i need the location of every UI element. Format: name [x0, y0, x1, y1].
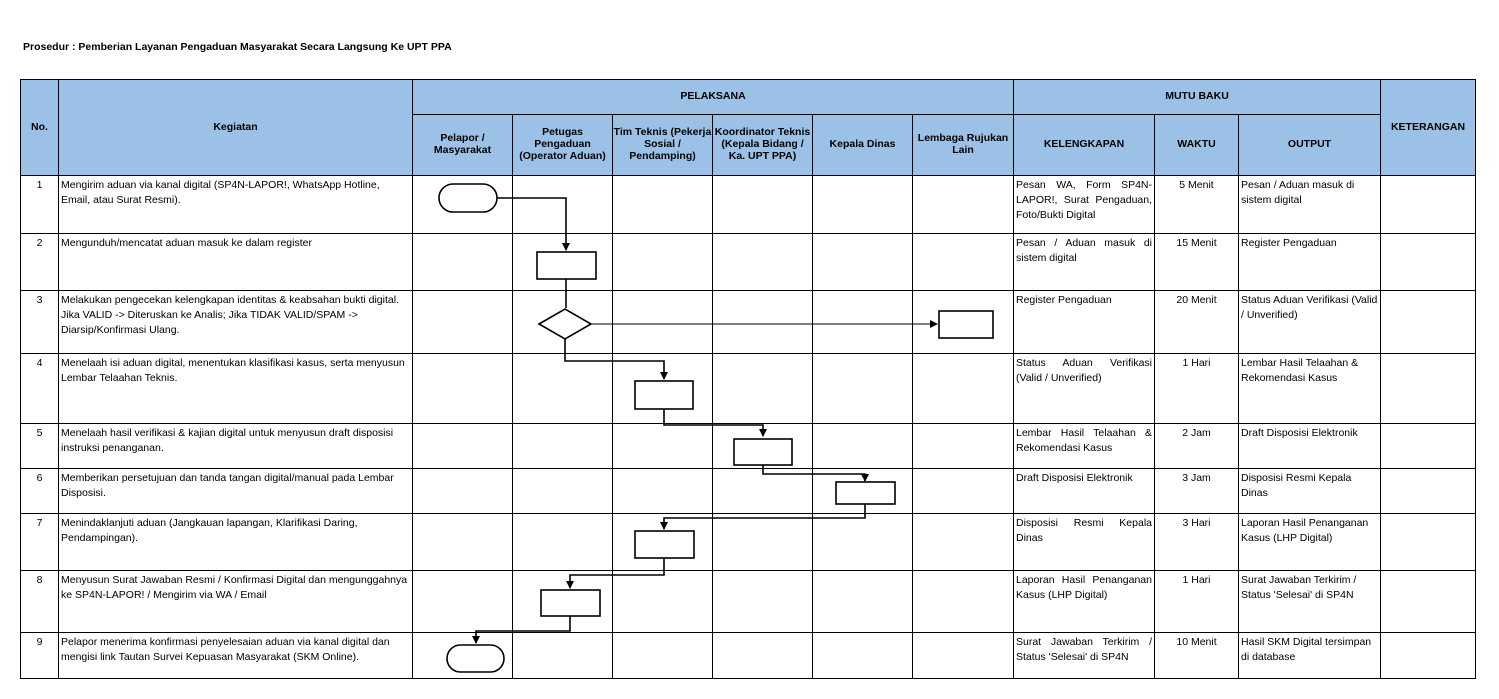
row-keterangan — [1381, 469, 1476, 514]
table-row — [21, 469, 1476, 514]
row-output: Disposisi Resmi Kepala Dinas — [1239, 469, 1381, 514]
header-lembaga: Lembaga Rujukan Lain — [913, 115, 1014, 176]
row-keterangan — [1381, 291, 1476, 354]
header-keterangan: KETERANGAN — [1381, 80, 1476, 176]
header-kegiatan: Kegiatan — [59, 80, 413, 176]
header-kelengkapan: KELENGKAPAN — [1014, 115, 1155, 176]
header-mutu-baku: MUTU BAKU — [1014, 80, 1381, 115]
table-row — [21, 633, 1476, 679]
row-kelengkapan: Surat Jawaban Terkirim / Status 'Selesai' di SP4N — [1014, 633, 1155, 679]
row-waktu: 20 Menit — [1155, 291, 1239, 354]
row-output: Laporan Hasil Penanganan Kasus (LHP Digital) — [1239, 514, 1381, 571]
row-kegiatan: Menyusun Surat Jawaban Resmi / Konfirmasi Digital dan mengunggahnya ke SP4N-LAPOR! / Mengirim via WA / Email — [59, 571, 413, 633]
row-output: Pesan / Aduan masuk di sistem digital — [1239, 176, 1381, 234]
row-waktu: 2 Jam — [1155, 424, 1239, 469]
row-waktu: 15 Menit — [1155, 234, 1239, 291]
header-kepala-dinas: Kepala Dinas — [813, 115, 913, 176]
row-kegiatan: Mengirim aduan via kanal digital (SP4N-LAPOR!, WhatsApp Hotline, Email, atau Surat Resmi). — [59, 176, 413, 234]
header-no: No. — [21, 80, 59, 176]
row-waktu: 1 Hari — [1155, 354, 1239, 424]
row-kegiatan: Melakukan pengecekan kelengkapan identitas & keabsahan bukti digital. Jika VALID -> Diteruskan ke Analis; Jika TIDAK VALID/SPAM -> Diarsip/Konfirmasi Ulang. — [59, 291, 413, 354]
header-tim-teknis: Tim Teknis (Pekerja Sosial / Pendamping) — [613, 115, 713, 176]
row-kelengkapan: Laporan Hasil Penanganan Kasus (LHP Digital) — [1014, 571, 1155, 633]
row-kegiatan: Pelapor menerima konfirmasi penyelesaian aduan via kanal digital dan mengisi link Tautan Survei Kepuasan Masyarakat (SKM Online). — [59, 633, 413, 679]
row-keterangan — [1381, 354, 1476, 424]
row-number: 6 — [21, 469, 59, 514]
row-number: 9 — [21, 633, 59, 679]
row-waktu: 10 Menit — [1155, 633, 1239, 679]
row-waktu: 3 Jam — [1155, 469, 1239, 514]
row-output: Status Aduan Verifikasi (Valid / Unverified) — [1239, 291, 1381, 354]
row-output: Lembar Hasil Telaahan & Rekomendasi Kasus — [1239, 354, 1381, 424]
procedure-table — [20, 79, 1476, 679]
row-keterangan — [1381, 514, 1476, 571]
row-keterangan — [1381, 176, 1476, 234]
row-kegiatan: Memberikan persetujuan dan tanda tangan digital/manual pada Lembar Disposisi. — [59, 469, 413, 514]
row-kelengkapan: Status Aduan Verifikasi (Valid / Unverified) — [1014, 354, 1155, 424]
row-keterangan — [1381, 633, 1476, 679]
row-kegiatan: Menelaah isi aduan digital, menentukan klasifikasi kasus, serta menyusun Lembar Telaahan Teknis. — [59, 354, 413, 424]
table-row — [21, 234, 1476, 291]
row-number: 4 — [21, 354, 59, 424]
row-kelengkapan: Register Pengaduan — [1014, 291, 1155, 354]
row-waktu: 1 Hari — [1155, 571, 1239, 633]
row-output: Register Pengaduan — [1239, 234, 1381, 291]
row-kelengkapan: Pesan WA, Form SP4N-LAPOR!, Surat Pengaduan, Foto/Bukti Digital — [1014, 176, 1155, 234]
row-kelengkapan: Draft Disposisi Elektronik — [1014, 469, 1155, 514]
header-pelapor: Pelapor / Masyarakat — [413, 115, 513, 176]
table-row — [21, 291, 1476, 354]
header-koordinator: Koordinator Teknis (Kepala Bidang / Ka. UPT PPA) — [713, 115, 813, 176]
row-number: 7 — [21, 514, 59, 571]
row-output: Draft Disposisi Elektronik — [1239, 424, 1381, 469]
row-kelengkapan: Lembar Hasil Telaahan & Rekomendasi Kasus — [1014, 424, 1155, 469]
table-row — [21, 354, 1476, 424]
header-petugas: Petugas Pengaduan (Operator Aduan) — [513, 115, 613, 176]
header-waktu: WAKTU — [1155, 115, 1239, 176]
page-title: Prosedur : Pemberian Layanan Pengaduan Masyarakat Secara Langsung Ke UPT PPA — [23, 41, 452, 53]
header-pelaksana: PELAKSANA — [413, 80, 1014, 115]
table-row — [21, 514, 1476, 571]
row-number: 2 — [21, 234, 59, 291]
row-number: 5 — [21, 424, 59, 469]
row-keterangan — [1381, 234, 1476, 291]
row-number: 1 — [21, 176, 59, 234]
row-waktu: 5 Menit — [1155, 176, 1239, 234]
row-keterangan — [1381, 424, 1476, 469]
row-kegiatan: Menindaklanjuti aduan (Jangkauan lapangan, Klarifikasi Daring, Pendampingan). — [59, 514, 413, 571]
row-waktu: 3 Hari — [1155, 514, 1239, 571]
row-kegiatan: Menelaah hasil verifikasi & kajian digital untuk menyusun draft disposisi instruksi penanganan. — [59, 424, 413, 469]
row-output: Surat Jawaban Terkirim / Status 'Selesai' di SP4N — [1239, 571, 1381, 633]
row-kegiatan: Mengunduh/mencatat aduan masuk ke dalam register — [59, 234, 413, 291]
row-output: Hasil SKM Digital tersimpan di database — [1239, 633, 1381, 679]
row-keterangan — [1381, 571, 1476, 633]
table-row — [21, 424, 1476, 469]
table-row — [21, 571, 1476, 633]
table-row — [21, 176, 1476, 234]
row-number: 8 — [21, 571, 59, 633]
row-number: 3 — [21, 291, 59, 354]
row-kelengkapan: Disposisi Resmi Kepala Dinas — [1014, 514, 1155, 571]
header-output: OUTPUT — [1239, 115, 1381, 176]
row-kelengkapan: Pesan / Aduan masuk di sistem digital — [1014, 234, 1155, 291]
